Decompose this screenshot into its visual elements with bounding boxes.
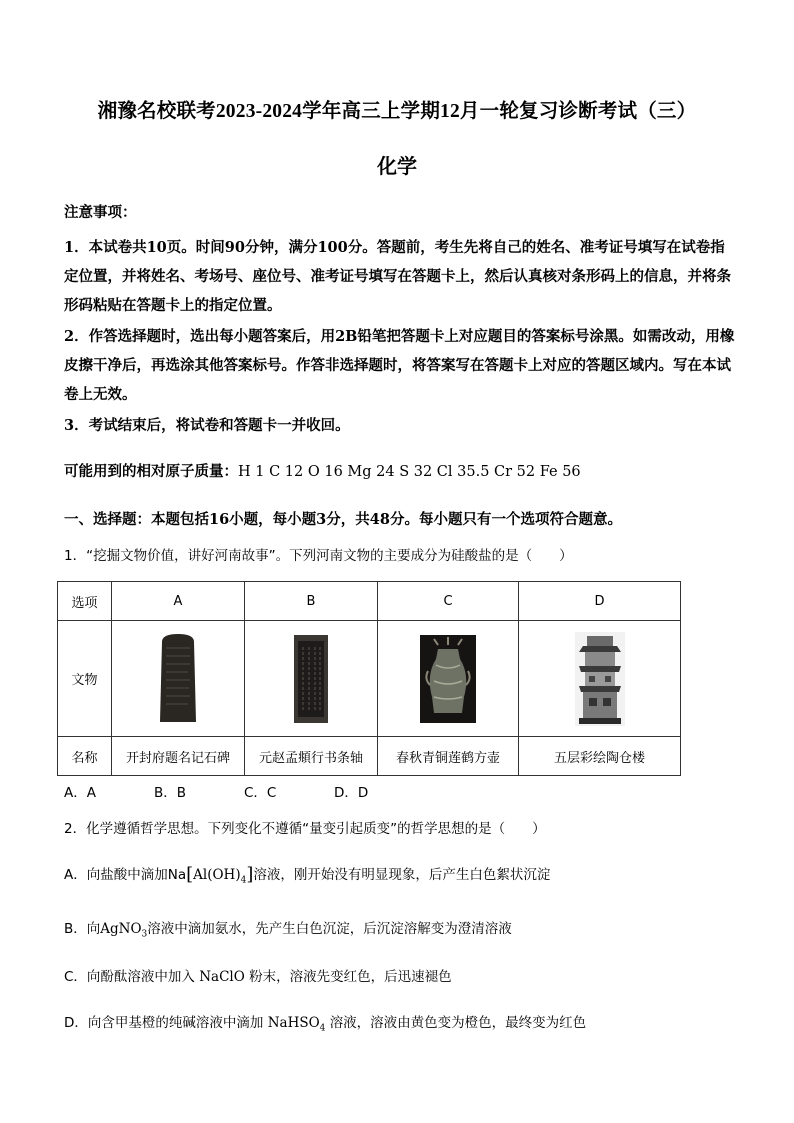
notice-item-2: 2．作答选择题时，选出每小题答案后，用2B铅笔把答题卡上对应题目的答案标号涂黑。如需改动，用橡皮擦干净后，再选涂其他答案标号。作答非选择题时，将答案写在答题卡上对应的答题区域内。写在本试卷上无效。: [64, 328, 735, 403]
option-d-header: D: [519, 582, 681, 621]
option-a-rest: 溶液，刚开始没有明显现象，后产生白色絮状沉淀: [253, 867, 551, 883]
table-row: [58, 621, 681, 737]
pottery-tower-image: [519, 621, 681, 737]
question-2-option-a[interactable]: [64, 864, 744, 892]
option-a-text: A．向盐酸中滴加Na: [64, 867, 187, 883]
option-b-name: 元赵孟頫行书条轴: [245, 737, 378, 776]
exam-title: 湘豫名校联考2023-2024学年高三上学期12月一轮复习诊断考试（三）: [97, 101, 697, 122]
atomic-masses-values: H 1 C 12 O 16 Mg 24 S 32 Cl 35.5 Cr 52 Fe 56: [238, 464, 581, 480]
option-a-name: 开封府题名记石碑: [112, 737, 245, 776]
option-b[interactable]: B．B: [154, 785, 187, 801]
option-c-header: C: [378, 582, 519, 621]
question-2-option-d[interactable]: [64, 1012, 744, 1040]
option-d-rest: 溶液，溶液由黄色变为橙色，最终变为红色: [329, 1015, 587, 1031]
option-b-formula: AgNO$_3$: [100, 921, 148, 940]
option-b-header: B: [245, 582, 378, 621]
option-c-rest: 粉末，溶液先变红色，后迅速褪色: [249, 969, 452, 985]
table-row: [58, 582, 681, 621]
question-2-option-c[interactable]: [64, 966, 744, 988]
question-2-option-b[interactable]: [64, 918, 744, 946]
notice-item-1: 1．本试卷共10页。时间90分钟，满分100分。答题前，考生先将自己的姓名、准考证号填写在试卷指定位置，并将姓名、考场号、座位号、准考证号填写在答题卡上，然后认真核对条形码上的信息，并将条形码粘贴在答题卡上的指定位置。: [64, 239, 731, 314]
question-1-options: [64, 782, 744, 804]
bronze-pot-image: [378, 621, 519, 737]
option-d[interactable]: D．D: [334, 785, 369, 801]
notice-item-3: 3．考试结束后，将试卷和答题卡一并收回。: [64, 417, 350, 434]
option-d-text: D．向含甲基橙的纯碱溶液中滴加: [64, 1015, 264, 1031]
calligraphy-scroll-image: [245, 621, 378, 737]
notice-heading: 注意事项：: [64, 204, 137, 221]
atomic-masses: [64, 457, 736, 487]
question-1-stem: 1．“挖掘文物价值，讲好河南故事”。下列河南文物的主要成分为硅酸盐的是（ ）: [64, 548, 573, 564]
table-header-label: 选项: [58, 582, 112, 621]
artifact-table: [57, 581, 681, 776]
option-c-formula: NaClO: [199, 969, 245, 985]
table-row: [58, 737, 681, 776]
exam-subject: 化学: [377, 154, 417, 178]
stone-stele-image: [112, 621, 245, 737]
option-b-rest: 溶液中滴加氨水，先产生白色沉淀，后沉淀溶解变为澄清溶液: [147, 921, 512, 937]
option-a[interactable]: A．A: [64, 785, 96, 801]
question-2-stem: 2．化学遵循哲学思想。下列变化不遵循“量变引起质变”的哲学思想的是（ ）: [64, 821, 546, 837]
option-c-text: C．向酚酞溶液中加入: [64, 969, 195, 985]
atomic-masses-label: 可能用到的相对原子质量：: [64, 463, 238, 480]
section-heading: 一、选择题：本题包括16小题，每小题3分，共48分。每小题只有一个选项符合题意。: [64, 511, 622, 528]
option-a-formula: $[Al(OH)_4]$: [186, 864, 254, 886]
option-c-name: 春秋青铜莲鹤方壶: [378, 737, 519, 776]
option-d-formula: NaHSO$_4$: [267, 1015, 326, 1034]
option-c[interactable]: C．C: [244, 785, 277, 801]
name-row-label: 名称: [58, 737, 112, 776]
image-row-label: 文物: [58, 621, 112, 737]
option-a-header: A: [112, 582, 245, 621]
option-d-name: 五层彩绘陶仓楼: [519, 737, 681, 776]
option-b-text: B．向: [64, 921, 101, 937]
